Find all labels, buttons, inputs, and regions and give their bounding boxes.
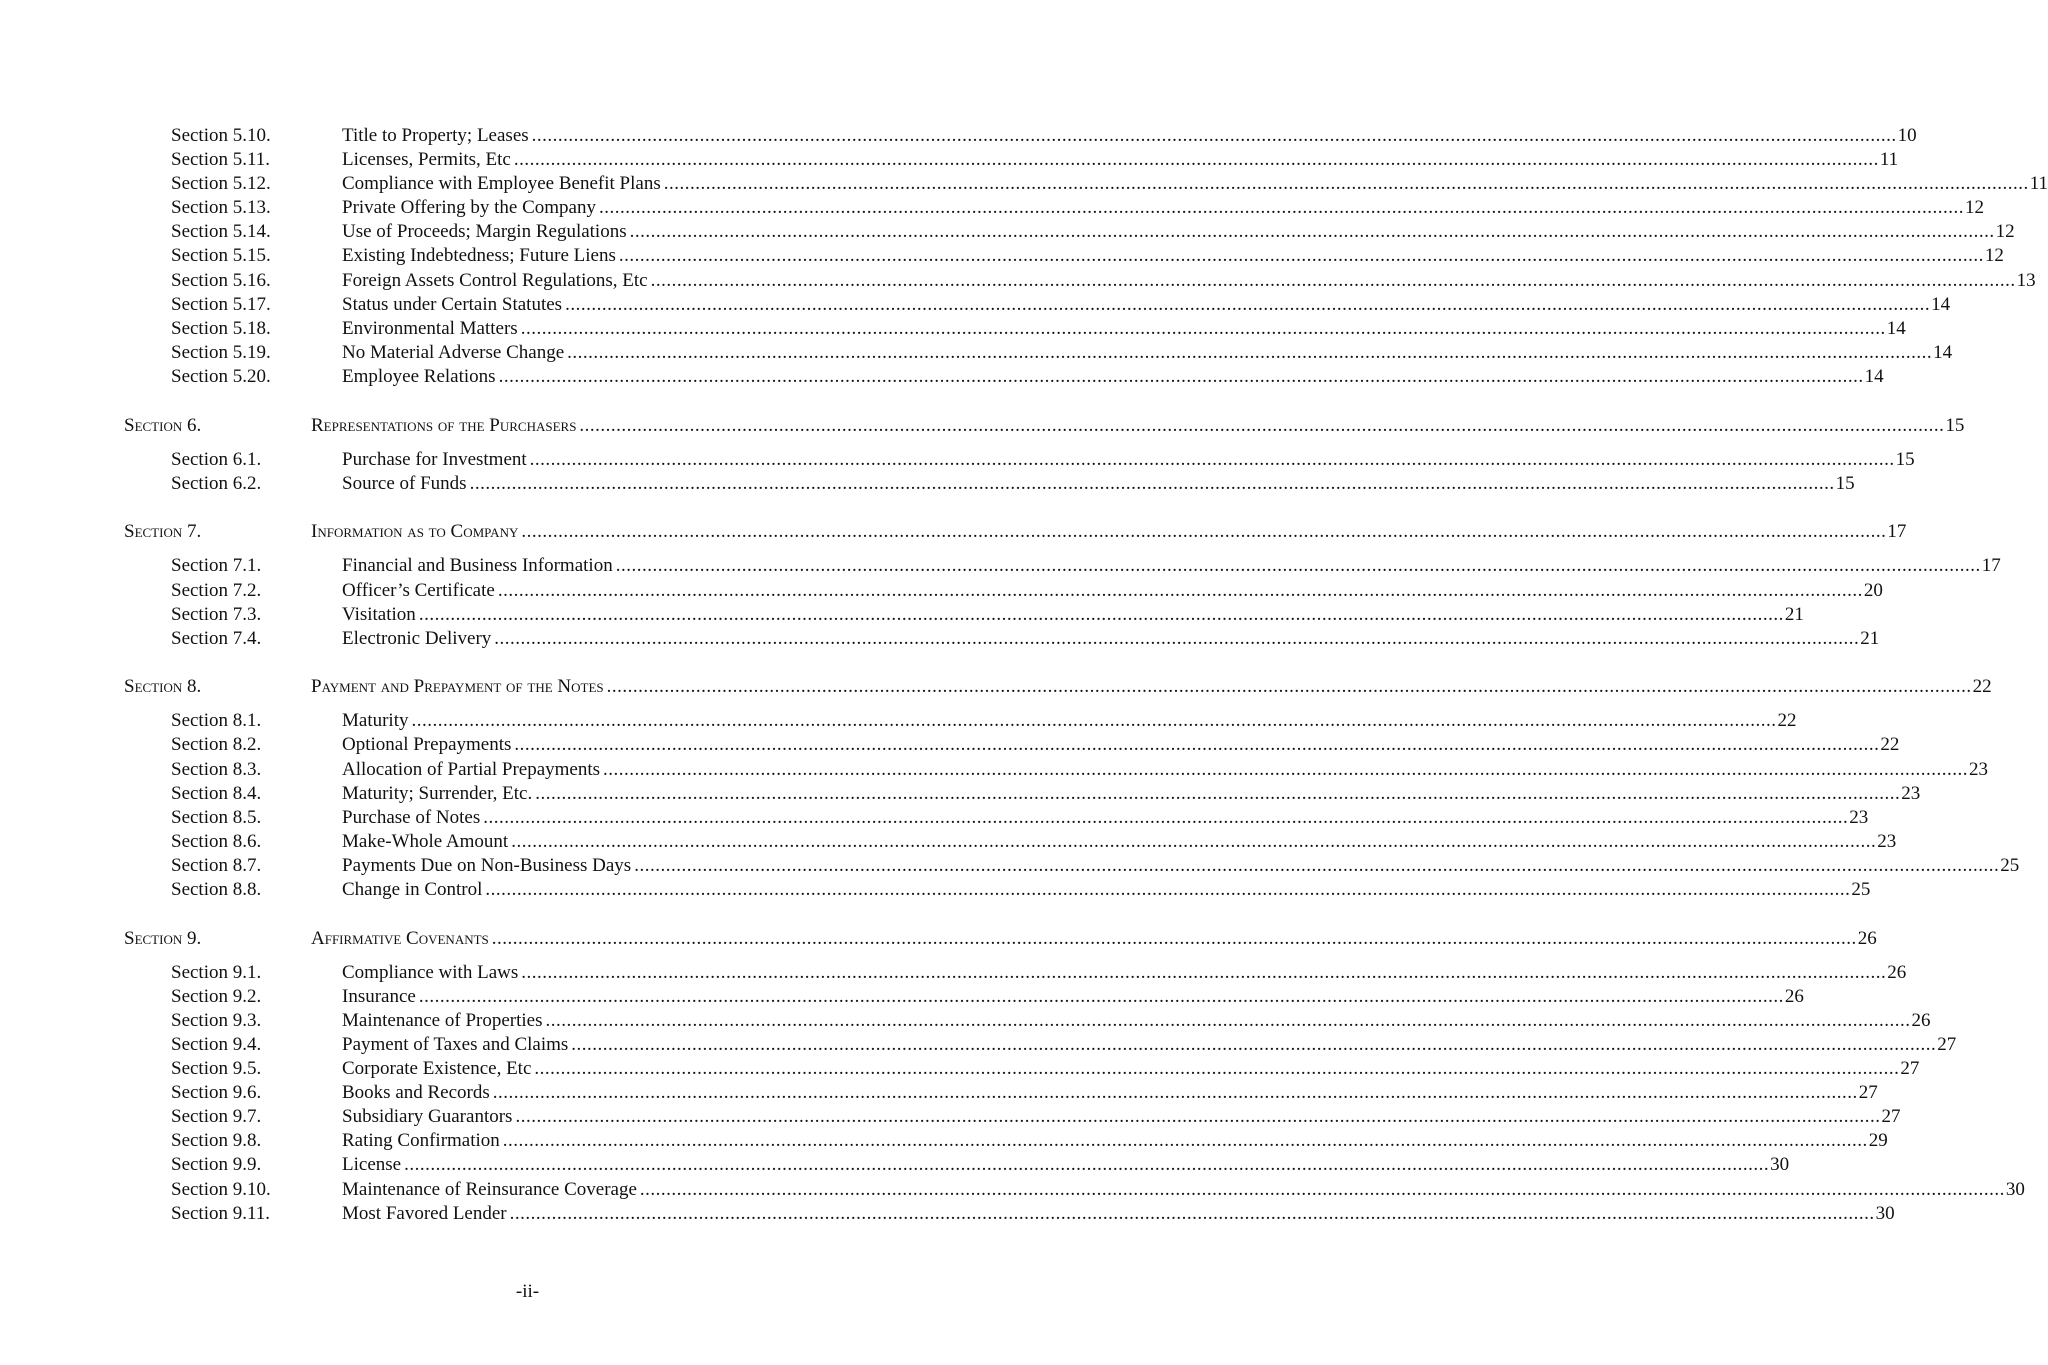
toc-entry-number: Section 9.6. <box>171 1082 262 1104</box>
toc-entry-number: Section 5.18. <box>171 317 271 339</box>
toc-entry-line <box>342 365 1884 389</box>
toc-entry-title: Allocation of Partial Prepayments <box>342 758 601 780</box>
toc-entry-line <box>342 961 1907 985</box>
toc-entry-page: 22 <box>1972 676 1992 698</box>
toc-entry-title: Insurance <box>342 985 416 1007</box>
toc-entry-title: Maturity <box>342 710 409 732</box>
toc-entry-title: Change in Control <box>342 879 483 901</box>
dot-leader: .................................................................................................................................................................................................................................................................... <box>411 710 1777 732</box>
dot-leader: .................................................................................................................................................................................................................................................................... <box>571 1034 1937 1055</box>
toc-entry-title: Make-Whole Amount <box>342 830 509 852</box>
toc-entry-page: 17 <box>1981 555 2001 577</box>
toc-entry-line <box>342 244 2004 268</box>
toc-entry[interactable] <box>0 244 2004 268</box>
toc-entry-title: Books and Records <box>342 1082 490 1104</box>
toc-entry-title: Most Favored Lender <box>342 1202 507 1224</box>
toc-entry-page: 22 <box>1880 734 1900 756</box>
dot-leader: .................................................................................................................................................................................................................................................................... <box>485 879 1851 901</box>
dot-leader: .................................................................................................................................................................................................................................................................... <box>509 1202 1875 1224</box>
toc-entry-number: Section 9.1. <box>171 961 262 983</box>
toc-entry[interactable] <box>0 1057 1920 1081</box>
dot-leader: .................................................................................................................................................................................................................................................................... <box>511 830 1877 852</box>
toc-entry[interactable] <box>0 1105 1901 1129</box>
toc-entry[interactable] <box>0 220 2015 244</box>
toc-section-heading[interactable] <box>0 520 1907 544</box>
dot-leader: .................................................................................................................................................................................................................................................................... <box>515 1106 1881 1128</box>
toc-entry[interactable] <box>0 365 1884 389</box>
toc-entry-title: Subsidiary Guarantors <box>342 1106 513 1128</box>
toc-entry-line <box>342 854 2020 878</box>
toc-entry-title: Title to Property; Leases <box>342 125 529 146</box>
toc-entry-number: Section 9.4. <box>171 1034 262 1055</box>
dot-leader: .................................................................................................................................................................................................................................................................... <box>606 676 1972 698</box>
toc-entry-number: Section 8.6. <box>171 830 262 852</box>
dot-leader: .................................................................................................................................................................................................................................................................... <box>618 245 1984 267</box>
toc-entry-title: Purchase of Notes <box>342 806 481 828</box>
dot-leader: .................................................................................................................................................................................................................................................................... <box>513 149 1879 171</box>
toc-entry-line <box>342 172 2048 196</box>
toc-entry-number: Section 9.10. <box>171 1178 271 1200</box>
toc-entry-number: Section 5.14. <box>171 221 271 243</box>
toc-entry-page: 30 <box>1770 1154 1790 1176</box>
dot-leader: .................................................................................................................................................................................................................................................................... <box>565 293 1931 315</box>
toc-entry-title: Foreign Assets Control Regulations, Etc <box>342 269 648 291</box>
toc-entry-title: Maturity; Surrender, Etc. <box>342 782 533 804</box>
toc-entry-line <box>311 927 1877 951</box>
toc-entry-number: Section 7.2. <box>171 579 262 601</box>
toc-entry[interactable] <box>0 172 2048 196</box>
toc-entry-number: Section 8.4. <box>171 782 262 804</box>
toc-entry-page: 22 <box>1777 710 1797 732</box>
toc-entry-number: Section 6.1. <box>171 448 262 470</box>
dot-leader: .................................................................................................................................................................................................................................................................... <box>567 341 1933 363</box>
dot-leader: .................................................................................................................................................................................................................................................................... <box>634 854 2000 876</box>
toc-entry-number: Section 9. <box>124 927 202 949</box>
toc-entry-title: Officer’s Certificate <box>342 579 495 601</box>
toc-entry-title: Existing Indebtedness; Future Liens <box>342 245 616 267</box>
toc-entry-page: 30 <box>2005 1178 2025 1200</box>
toc-entry-line <box>342 341 1953 365</box>
toc-entry-line <box>342 806 1869 830</box>
toc-entry-title: Financial and Business Information <box>342 555 613 577</box>
toc-entry-page: 11 <box>2029 173 2048 195</box>
toc-entry[interactable] <box>0 124 1917 148</box>
toc-entry-title: Maintenance of Properties <box>342 1009 543 1031</box>
toc-entry-line <box>342 830 1897 854</box>
dot-leader: .................................................................................................................................................................................................................................................................... <box>498 365 1864 387</box>
section-spacer <box>0 902 1055 927</box>
dot-leader: .................................................................................................................................................................................................................................................................... <box>663 173 2029 195</box>
toc-entry-line <box>342 472 1855 496</box>
dot-leader: .................................................................................................................................................................................................................................................................... <box>545 1009 1911 1031</box>
toc-entry[interactable] <box>0 1033 1957 1057</box>
toc-entry[interactable] <box>0 1009 1931 1033</box>
dot-leader: .................................................................................................................................................................................................................................................................... <box>404 1154 1770 1176</box>
toc-entry-line <box>342 124 1917 148</box>
toc-entry-line <box>342 1009 1931 1033</box>
toc-entry-page: 12 <box>1965 197 1984 219</box>
toc-entry-title: Corporate Existence, Etc <box>342 1058 532 1080</box>
toc-entry-line <box>342 148 1899 172</box>
dot-leader: .................................................................................................................................................................................................................................................................... <box>494 627 1860 649</box>
toc-entry-title: Visitation <box>342 603 416 625</box>
toc-entry-page: 10 <box>1897 125 1917 146</box>
dot-leader: .................................................................................................................................................................................................................................................................... <box>615 555 1981 577</box>
toc-entry-line <box>342 1081 1878 1105</box>
toc-entry-page: 23 <box>1901 782 1921 804</box>
toc-entry-number: Section 5.13. <box>171 197 271 219</box>
toc-entry-page: 20 <box>1863 579 1883 601</box>
toc-entry-page: 25 <box>2000 854 2020 876</box>
toc-entry-line <box>342 709 1797 733</box>
toc-entry[interactable] <box>0 627 1880 651</box>
toc-entry-number: Section 8.8. <box>171 879 262 901</box>
toc-entry-line <box>342 1057 1920 1081</box>
toc-entry-line <box>342 554 2001 578</box>
toc-entry-title: Employee Relations <box>342 365 496 387</box>
toc-entry[interactable] <box>0 148 1899 172</box>
toc-entry[interactable] <box>0 579 1883 603</box>
toc-entry-number: Section 7. <box>124 521 202 543</box>
toc-entry-page: 26 <box>1911 1009 1931 1031</box>
toc-entry[interactable] <box>0 1129 1888 1153</box>
toc-entry-number: Section 9.9. <box>171 1154 262 1176</box>
toc-entry-page: 14 <box>1864 365 1884 387</box>
toc-entry[interactable] <box>0 293 1951 317</box>
toc-entry[interactable] <box>0 269 2036 293</box>
toc-entry-number: Section 5.15. <box>171 245 271 267</box>
toc-entry-page: 23 <box>1877 830 1897 852</box>
toc-entry[interactable] <box>0 854 2020 878</box>
toc-entry-line <box>311 520 1907 544</box>
toc-entry[interactable] <box>0 448 1915 472</box>
toc-entry-title: Compliance with Laws <box>342 961 519 983</box>
toc-section-heading[interactable] <box>0 927 1877 951</box>
toc-entry-page: 23 <box>1849 806 1869 828</box>
toc-entry-line <box>342 603 1804 627</box>
toc-entry-title: Payments Due on Non-Business Days <box>342 854 632 876</box>
toc-entry-number: Section 5.12. <box>171 173 271 195</box>
toc-entry-title: Status under Certain Statutes <box>342 293 563 315</box>
toc-entry[interactable] <box>0 830 1897 854</box>
toc-entry-page: 13 <box>2016 269 2036 291</box>
toc-entry[interactable] <box>0 317 1906 341</box>
toc-entry-line <box>342 758 1989 782</box>
toc-entry[interactable] <box>0 733 1900 757</box>
toc-entry[interactable] <box>0 1178 2025 1202</box>
toc-entry-title: Environmental Matters <box>342 317 518 339</box>
toc-entry-page: 15 <box>1895 448 1915 470</box>
dot-leader: .................................................................................................................................................................................................................................................................... <box>469 472 1835 494</box>
dot-leader: .................................................................................................................................................................................................................................................................... <box>529 448 1895 470</box>
toc-entry-number: Section 8.1. <box>171 710 262 732</box>
toc-entry-page: 27 <box>1881 1106 1901 1128</box>
dot-leader: .................................................................................................................................................................................................................................................................... <box>650 269 2016 291</box>
toc-entry[interactable] <box>0 472 1855 496</box>
toc-entry-title: Compliance with Employee Benefit Plans <box>342 173 661 195</box>
toc-entry[interactable] <box>0 1081 1878 1105</box>
toc-entry-number: Section 5.20. <box>171 365 271 387</box>
section-spacer <box>0 651 1055 676</box>
toc-entry[interactable] <box>0 709 1797 733</box>
toc-entry-number: Section 7.1. <box>171 555 262 577</box>
toc-entry[interactable] <box>0 782 1921 806</box>
toc-entry-title: Purchase for Investment <box>342 448 527 470</box>
section-spacer <box>0 438 1055 448</box>
toc-entry-number: Section 9.7. <box>171 1106 262 1128</box>
toc-entry[interactable] <box>0 758 1989 782</box>
dot-leader: .................................................................................................................................................................................................................................................................... <box>514 734 1880 756</box>
toc-entry-line <box>311 675 1992 699</box>
toc-entry-line <box>311 414 1965 438</box>
dot-leader: .................................................................................................................................................................................................................................................................... <box>535 782 1901 804</box>
toc-entry-page: 14 <box>1931 293 1951 315</box>
toc-entry-page: 12 <box>1984 245 2004 267</box>
toc-entry-title: Optional Prepayments <box>342 734 512 756</box>
dot-leader: .................................................................................................................................................................................................................................................................... <box>492 1082 1858 1104</box>
toc-entry-number: Section 7.3. <box>171 603 262 625</box>
dot-leader: .................................................................................................................................................................................................................................................................... <box>603 758 1969 780</box>
toc-entry-number: Section 8.2. <box>171 734 262 756</box>
toc-entry-line <box>342 1033 1957 1057</box>
toc-entry-title: Electronic Delivery <box>342 627 492 649</box>
toc-entry-title: Representations of the Purchasers <box>311 414 577 436</box>
toc-entry[interactable] <box>0 341 1953 365</box>
toc-entry-page: 27 <box>1858 1082 1878 1104</box>
toc-entry[interactable] <box>0 806 1869 830</box>
dot-leader: .................................................................................................................................................................................................................................................................... <box>531 125 1897 146</box>
toc-entry-number: Section 5.10. <box>171 125 271 146</box>
toc-entry-page: 26 <box>1887 961 1907 983</box>
toc-entry-line <box>342 1202 1895 1226</box>
toc-entry-page: 17 <box>1887 521 1907 543</box>
toc-entry-page: 15 <box>1945 414 1965 436</box>
toc-entry-page: 14 <box>1933 341 1953 363</box>
toc-entry-line <box>342 269 2036 293</box>
toc-entry-title: Maintenance of Reinsurance Coverage <box>342 1178 637 1200</box>
toc-section-heading[interactable] <box>0 675 1992 699</box>
toc-entry-line <box>342 579 1883 603</box>
dot-leader: .................................................................................................................................................................................................................................................................... <box>520 317 1886 339</box>
toc-entry-number: Section 5.16. <box>171 269 271 291</box>
toc-entry-title: Licenses, Permits, Etc <box>342 149 511 171</box>
toc-entry-line <box>342 1178 2025 1202</box>
toc-entry-number: Section 5.19. <box>171 341 271 363</box>
toc-entry-line <box>342 293 1951 317</box>
toc-entry[interactable] <box>0 961 1907 985</box>
dot-leader: .................................................................................................................................................................................................................................................................... <box>483 806 1849 828</box>
toc-entry-line <box>342 733 1900 757</box>
toc-entry[interactable] <box>0 554 2001 578</box>
toc-entry-number: Section 8.7. <box>171 854 262 876</box>
toc-entry[interactable] <box>0 1153 1790 1177</box>
toc-entry-page: 26 <box>1857 927 1877 949</box>
section-spacer <box>0 389 1055 414</box>
toc-entry-title: Source of Funds <box>342 472 467 494</box>
toc-entry-title: Affirmative Covenants <box>311 927 489 949</box>
dot-leader: .................................................................................................................................................................................................................................................................... <box>639 1178 2005 1200</box>
toc-entry-title: Rating Confirmation <box>342 1130 500 1152</box>
toc-entry-line <box>342 317 1906 341</box>
toc-entry-line <box>342 782 1921 806</box>
toc-entry-line <box>342 220 2015 244</box>
toc-entry-line <box>342 448 1915 472</box>
toc-entry-title: Use of Proceeds; Margin Regulations <box>342 221 627 243</box>
toc-entry-number: Section 7.4. <box>171 627 262 649</box>
section-spacer <box>0 699 1055 709</box>
toc-entry-number: Section 9.8. <box>171 1130 262 1152</box>
toc-entry-page: 21 <box>1784 603 1804 625</box>
toc-entry[interactable] <box>0 878 1871 902</box>
toc-entry-page: 12 <box>1995 221 2015 243</box>
toc-entry-title: Information as to Company <box>311 521 519 543</box>
dot-leader: .................................................................................................................................................................................................................................................................... <box>534 1058 1900 1080</box>
toc-entry-line <box>342 196 1984 220</box>
toc-entry[interactable] <box>0 1202 1895 1226</box>
toc-entry-title: No Material Adverse Change <box>342 341 565 363</box>
toc-entry-number: Section 5.11. <box>171 149 271 171</box>
toc-entry-number: Section 6. <box>124 414 202 436</box>
toc-entry-line <box>342 985 1804 1009</box>
section-spacer <box>0 496 1055 521</box>
toc-entry-number: Section 5.17. <box>171 293 271 315</box>
toc-entry-page: 11 <box>1879 149 1899 171</box>
toc-entry-title: Payment of Taxes and Claims <box>342 1034 569 1055</box>
toc-entry[interactable] <box>0 985 1804 1009</box>
toc-entry-page: 27 <box>1937 1034 1957 1055</box>
dot-leader: .................................................................................................................................................................................................................................................................... <box>418 985 1784 1007</box>
toc-entry-line <box>342 1153 1790 1177</box>
toc-entry-title: License <box>342 1154 402 1176</box>
toc-entry[interactable] <box>0 196 1984 220</box>
dot-leader: .................................................................................................................................................................................................................................................................... <box>521 521 1887 543</box>
toc-entry-page: 29 <box>1868 1130 1888 1152</box>
toc-entry-page: 25 <box>1851 879 1871 901</box>
toc-entry-number: Section 8.5. <box>171 806 262 828</box>
toc-entry-page: 26 <box>1784 985 1804 1007</box>
toc-entry-line <box>342 627 1880 651</box>
toc-entry-number: Section 9.2. <box>171 985 262 1007</box>
toc-entry-number: Section 6.2. <box>171 472 262 494</box>
dot-leader: .................................................................................................................................................................................................................................................................... <box>502 1130 1868 1152</box>
dot-leader: .................................................................................................................................................................................................................................................................... <box>497 579 1863 601</box>
dot-leader: .................................................................................................................................................................................................................................................................... <box>599 197 1964 219</box>
toc-entry-page: 21 <box>1860 627 1880 649</box>
section-spacer <box>0 544 1055 554</box>
toc-entry-title: Payment and Prepayment of the Notes <box>311 676 604 698</box>
dot-leader: .................................................................................................................................................................................................................................................................... <box>521 961 1887 983</box>
page-number: -ii- <box>515 1281 540 1302</box>
dot-leader: .................................................................................................................................................................................................................................................................... <box>418 603 1784 625</box>
toc-entry-page: 30 <box>1875 1202 1895 1224</box>
toc-entry-line <box>342 1105 1901 1129</box>
toc-entry-title: Private Offering by the Company <box>342 197 596 219</box>
section-spacer <box>0 951 1055 961</box>
toc-entry-number: Section 9.5. <box>171 1058 262 1080</box>
toc-entry-number: Section 9.3. <box>171 1009 262 1031</box>
toc-entry-page: 23 <box>1969 758 1989 780</box>
toc-entry-line <box>342 878 1871 902</box>
toc-entry[interactable] <box>0 603 1804 627</box>
dot-leader: .................................................................................................................................................................................................................................................................... <box>491 927 1857 949</box>
dot-leader: .................................................................................................................................................................................................................................................................... <box>579 414 1945 436</box>
toc-entry-number: Section 9.11. <box>171 1202 271 1224</box>
toc-entry-line <box>342 1129 1888 1153</box>
table-of-contents <box>0 124 2048 1226</box>
dot-leader: .................................................................................................................................................................................................................................................................... <box>629 221 1995 243</box>
toc-section-heading[interactable] <box>0 414 1965 438</box>
toc-entry-page: 14 <box>1886 317 1906 339</box>
toc-entry-number: Section 8. <box>124 676 202 698</box>
toc-entry-page: 27 <box>1900 1058 1920 1080</box>
toc-entry-page: 15 <box>1835 472 1855 494</box>
toc-entry-number: Section 8.3. <box>171 758 262 780</box>
